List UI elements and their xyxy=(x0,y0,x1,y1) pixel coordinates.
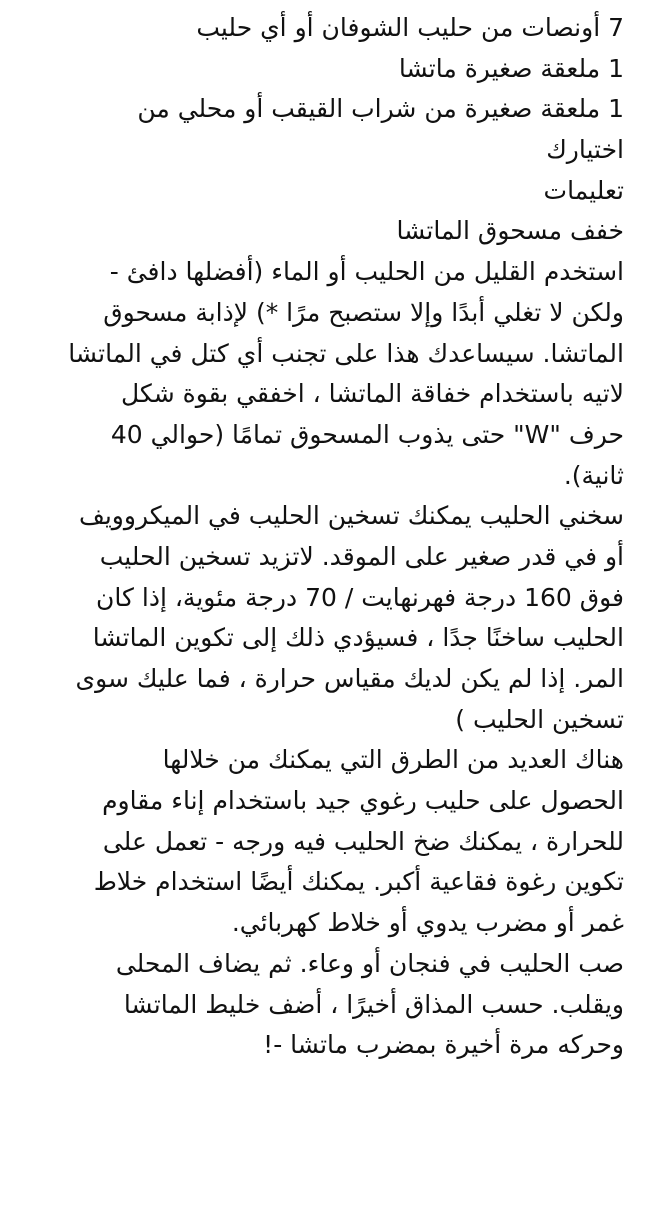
text-line: أو في قدر صغير على الموقد. لاتزيد تسخين الحليب xyxy=(99,541,624,571)
text-line: وحركه مرة أخيرة بمضرب ماتشا -! xyxy=(263,1030,624,1060)
text-line: 1 ملعقة صغيرة من شراب القيقب أو محلي من xyxy=(137,94,624,124)
text-line: الحليب ساخنًا جدًا ، فسيؤدي ذلك إلى تكوين الماتشا xyxy=(92,623,624,653)
text-line: اختيارك xyxy=(546,135,624,165)
text-line: 7 أونصات من حليب الشوفان أو أي حليب xyxy=(196,13,624,42)
text-line: 1 ملعقة صغيرة ماتشا xyxy=(398,53,624,83)
text-line: سخني الحليب يمكنك تسخين الحليب في الميكروويف xyxy=(78,501,624,531)
text-line: المر. إذا لم يكن لديك مقياس حرارة ، فما عليك سوى xyxy=(75,664,624,693)
text-line: هناك العديد من الطرق التي يمكنك من خلالها xyxy=(162,745,624,775)
text-line: للحرارة ، يمكنك ضخ الحليب فيه ورجه - تعمل على xyxy=(102,826,624,856)
text-line: حرف "W" حتى يذوب المسحوق تمامًا (حوالي 40 xyxy=(110,419,624,449)
text-line: خفف مسحوق الماتشا xyxy=(396,216,624,246)
text-line: فوق 160 درجة فهرنهايت / 70 درجة مئوية، إذا كان xyxy=(96,582,624,612)
text-line: الماتشا. سيساعدك هذا على تجنب أي كتل في الماتشا xyxy=(68,338,624,368)
recipe-text-document xyxy=(0,8,666,1208)
text-line: ويقلب. حسب المذاق أخيرًا ، أضف خليط الماتشا xyxy=(123,989,624,1019)
text-line: تسخين الحليب ) xyxy=(455,704,624,734)
text-line: لاتيه باستخدام خفاقة الماتشا ، اخفقي بقوة شكل xyxy=(120,379,624,409)
text-line: ثانية). xyxy=(563,460,624,490)
text-line: غمر أو مضرب يدوي أو خلاط كهربائي. xyxy=(231,908,624,938)
section-heading: تعليمات xyxy=(543,175,624,205)
text-line: الحصول على حليب رغوي جيد باستخدام إناء مقاوم xyxy=(102,786,624,816)
text-line: ولكن لا تغلي أبدًا وإلا ستصبح مرًا *) لإذابة مسحوق xyxy=(103,297,624,327)
text-line: صب الحليب في فنجان أو وعاء. ثم يضاف المحلى xyxy=(115,948,624,978)
text-line: استخدم القليل من الحليب أو الماء (أفضلها دافئ - xyxy=(109,257,624,287)
text-line: تكوين رغوة فقاعية أكبر. يمكنك أيضًا استخدام خلاط xyxy=(93,867,624,897)
